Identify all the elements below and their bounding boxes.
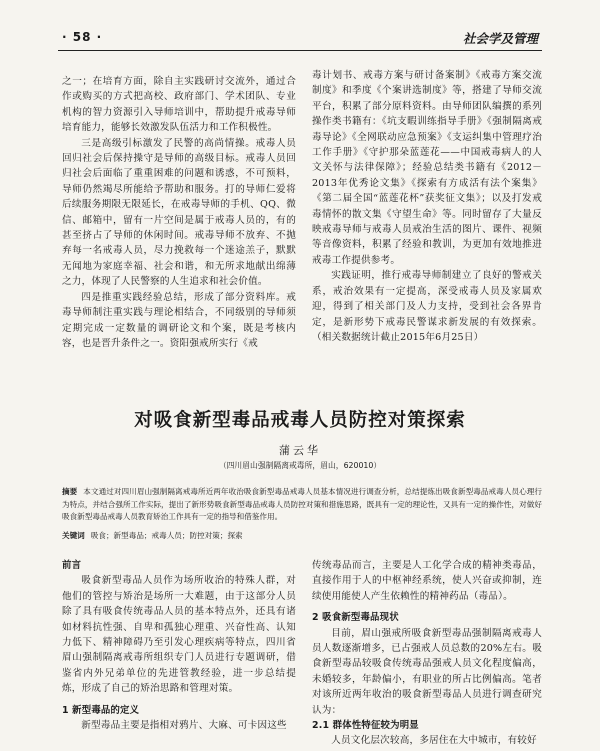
prev-paragraph: 三是高级引标激发了民警的高尚情操。戒毒人员回归社会后保持操守是导师的高级目标。戒毒人员回归社会后面临了重重困难的问题和诱惑，不可预料，导师仍然竭尽所能给予帮助和服务。打的导师仁爱将后续服务期限无限延长，在戒毒导师的手机、QQ、微信、邮箱中，留有一片空间是属于戒毒人员的，有的甚至挤占了导师的休闲时间。戒毒导师不放弃、不抛弃每一名戒毒人员，尽力挽救每一个迷途羔子，默默无闻地为家庭幸福、社会和谐，和无所求地献出绵薄之力，体现了人民警察的人生追求和社会价值。 [62, 137, 296, 288]
prev-paragraph: 四是推重实践经验总结，形成了部分资料库。戒毒导师制注重实践与理论相结合，不同级别的导师须定期完成一定数量的调研论文和个案，既是考核内容，也是晋升条件之一。资阳强戒所实行《戒 [62, 291, 296, 349]
prev-paragraph: 之一；在培育方面，除自主实践研讨交流外，通过合作或购买的方式把高校、政府部门、学术团队、专业机构的智力资源引入导师培训中，帮助提升戒毒导师培育能力，能够长效激发队伍活力和工作积极性。 [62, 76, 296, 134]
abstract-text: 本文通过对四川眉山强制隔离戒毒所近两年收治吸食新型毒品戒毒人员基本情况进行调查分析，总结提炼出吸食新型毒品戒毒人员心理行为特点，并结合强所工作实际，提出了新形势吸食新型毒品戒毒人员防控对策和措施思路，既具有一定的理论性，又具有一定的操作性，对做好吸食新型毒品戒毒人员教育矫治工作具有一定的指导和借鉴作用。 [62, 487, 542, 522]
keywords [62, 530, 542, 543]
section21-text: 人员文化层次较高，多居住在大中城市，有较好 [331, 735, 537, 747]
keywords-text: 吸食；新型毒品；戒毒人员；防控对策；探索 [90, 531, 243, 540]
article-column-1 [62, 558, 296, 751]
page-header [0, 0, 600, 58]
preface-heading: 前言 [62, 560, 82, 571]
prev-paragraph: 毒计划书、戒毒方案与研讨备案制》《戒毒方案交流制度》和季度《个案讲选制度》等，搭建了导师交流平台，积累了部分原料资料。由导师团队编撰的系列操作类书籍有：《坑支暇训练指导手册》《强制隔离戒毒导论》《全网联动应急预案》《支运纠集中管理疗治工作手册》《守护那朵蓝莲花——中国戒毒病人的人文关怀与法律保障》；经验总结类书籍有《2012－2013年优秀论文集》《探索有方成活有法个案集》《第二届全国“蓝莲花杯”获奖征文集》；以及打发戒毒情怀的散文集《守望生命》等。同时留存了大量反映戒毒导师与戒毒人员戒治生活的图片、课件、视频等音像资料，积累了经验和教训，为更加有效地推进戒毒工作提供参考。 [312, 70, 542, 266]
page-number: · 58 · [62, 30, 103, 44]
prev-paragraph: 实践证明，推行戒毒导师制建立了良好的警戒关系，戒治效果有一定提高，深受戒毒人员及家属欢迎，得到了相关部门及人力支持，受到社会各界肯定，是新形势下戒毒民警谋求新发展的有效探索。（相关数据统计截止2015年6月25日） [312, 270, 542, 343]
keywords-label: 关键词 [62, 531, 85, 540]
prev-article-column-2 [312, 68, 542, 386]
col4-text: 传统毒品而言，主要是人工化学合成的精神类毒品，直接作用于人的中枢神经系统，使人兴奋或抑制，连续使用能使人产生依赖性的精神药品（毒品）。 [312, 560, 542, 602]
section2-heading: 2 吸食新型毒品现状 [312, 612, 399, 624]
journal-name: 社会学及管理 [462, 31, 538, 46]
section21-heading: 2.1 群体性特征较为明显 [312, 720, 419, 732]
article-affiliation: （四川眉山强制隔离戒毒所，眉山，620010） [218, 461, 382, 470]
article-column-2 [312, 558, 542, 751]
section1-heading: 1 新型毒品的定义 [62, 704, 140, 716]
article-author: 蒲云华 [279, 444, 321, 457]
preface-text: 吸食新型毒品人员作为场所收治的特殊人群，对他们的管控与矫治是场所一大难题，由于这部分人员除了具有吸食传统毒品人员的基本特点外，还具有诸如材料抗性强、自卑和孤独心理重、兴奋性高、认知力低下、精神障碍乃至引发心理疾病等特点，四川省眉山强制隔离戒毒所组织专门人员进行专题调研，借鉴省内外兄弟单位的先进管教经验，进一步总结提炼，形成了自己的矫治思路和管理对策。 [62, 575, 296, 695]
prev-article-column-1 [62, 74, 296, 366]
section2-text: 目前，眉山强戒所吸食新型毒品强制隔离戒毒人员人数逐渐增多，已占强戒人员总数的20%左右。吸食新型毒品较吸食传统毒品强戒人员文化程度偏高，未婚较多，年龄偏小，有职业的所占比例偏高。笔者对该所近两年收治的吸食新型毒品人员进行调查研究认为： [312, 627, 542, 716]
section1-text: 新型毒品主要是指相对鸦片、大麻、可卡因这些 [81, 720, 287, 732]
abstract [62, 486, 542, 524]
header-rule [58, 50, 542, 51]
article-title: 对吸食新型毒品戒毒人员防控对策探索 [134, 410, 466, 431]
abstract-label: 摘要 [62, 487, 78, 496]
